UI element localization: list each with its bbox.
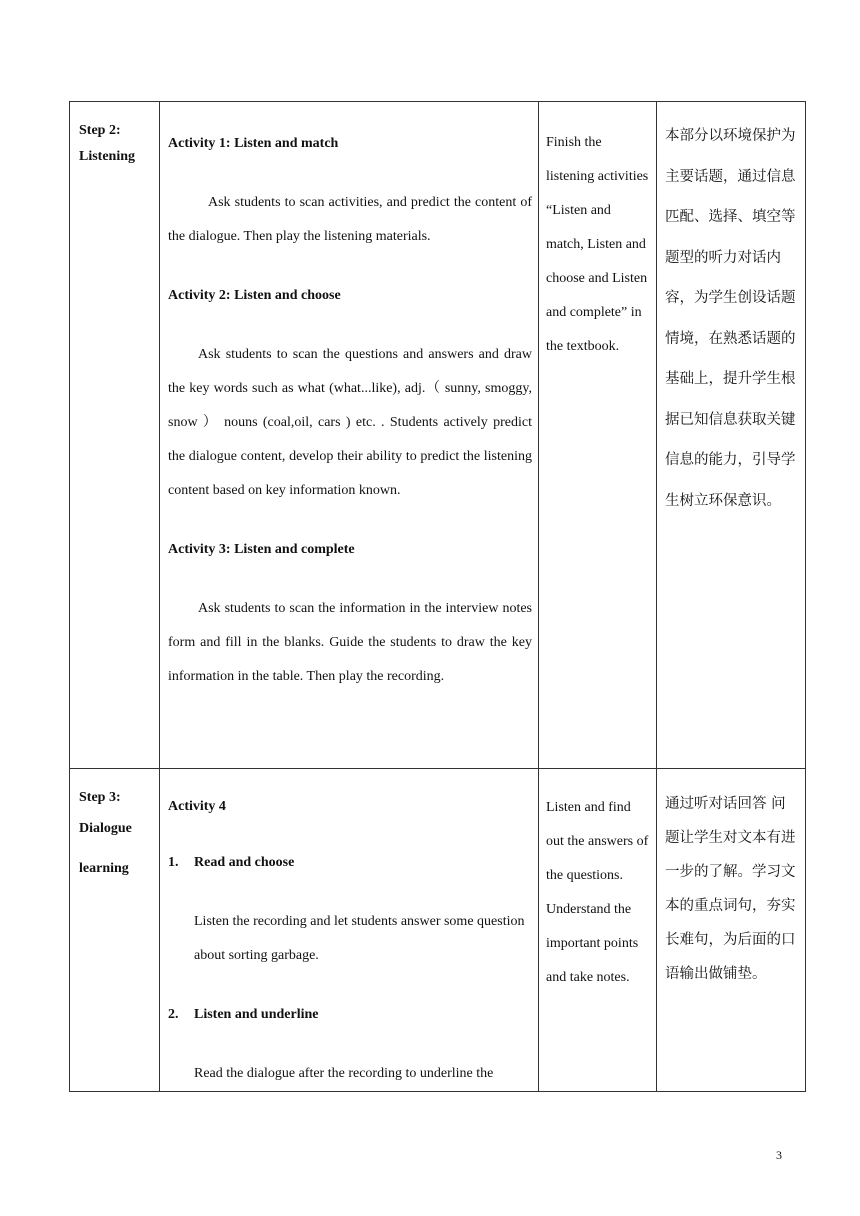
step-name: Listening bbox=[79, 149, 136, 164]
page-number: 3 bbox=[776, 1148, 782, 1162]
list-item-title: Listen and underline bbox=[194, 1007, 319, 1022]
activity-title: Activity 3: Listen and complete bbox=[168, 542, 355, 557]
activity-title: Activity 2: Listen and choose bbox=[168, 288, 341, 303]
step-label: Step 3: bbox=[79, 790, 121, 805]
step-name: Dialogue bbox=[79, 821, 132, 836]
table-row bbox=[70, 102, 806, 769]
student-activity-text: Finish the listening activities “Listen and match, Listen and choose and Listen and complete” in the textbook. bbox=[546, 135, 649, 354]
student-activity-cell bbox=[539, 769, 657, 1092]
purpose-text: 通过听对话回答 问题让学生对文本有进一步的了解。学习文本的重点词句，夯实长难句，为后面的口语输出做铺垫。 bbox=[665, 796, 796, 982]
activity-steps-list bbox=[168, 853, 532, 1091]
activity-text: Ask students to scan activities, and predict the content of the dialogue. Then play the listening materials. bbox=[168, 195, 532, 244]
list-number: 1. bbox=[168, 855, 179, 870]
step-cell bbox=[70, 769, 160, 1092]
purpose-cell bbox=[657, 769, 806, 1092]
activity-title: Activity 4 bbox=[168, 799, 226, 814]
list-number: 2. bbox=[168, 1007, 179, 1022]
student-activity-cell bbox=[539, 102, 657, 769]
list-item-text: Listen the recording and let students answer some question about sorting garbage. bbox=[194, 914, 525, 963]
student-activity-text: Listen and find out the answers of the questions. Understand the important points and take notes. bbox=[546, 800, 649, 985]
teacher-activity-cell bbox=[160, 102, 539, 769]
step-name-cont: learning bbox=[79, 861, 129, 876]
lesson-plan-table bbox=[69, 101, 806, 1092]
list-item-text: Read the dialogue after the recording to underline the bbox=[194, 1066, 494, 1081]
list-item bbox=[168, 853, 532, 973]
table-row bbox=[70, 769, 806, 1092]
list-item-title: Read and choose bbox=[194, 855, 295, 870]
activity-text: Ask students to scan the questions and answers and draw the key words such as what (what...like), adj.（ sunny, smoggy, snow ） nouns (coal,oil, cars ) etc. . Students actively predict the dialogue content, develop their ability to predict the listening content based on key information known. bbox=[168, 347, 532, 498]
purpose-text: 本部分以环境保护为主要话题，通过信息匹配、选择、填空等题型的听力对话内容，为学生创设话题情境，在熟悉话题的基础上，提升学生根据已知信息获取关键信息的能力，引导学生树立环保意识。 bbox=[665, 128, 796, 509]
purpose-cell bbox=[657, 102, 806, 769]
step-cell bbox=[70, 102, 160, 769]
activity-text: Ask students to scan the information in the interview notes form and fill in the blanks. Guide the students to draw the key information in the table. Then play the recording. bbox=[168, 601, 532, 684]
activity-title: Activity 1: Listen and match bbox=[168, 136, 339, 151]
step-label: Step 2: bbox=[79, 123, 121, 138]
teacher-activity-cell bbox=[160, 769, 539, 1092]
list-item bbox=[168, 1005, 532, 1091]
